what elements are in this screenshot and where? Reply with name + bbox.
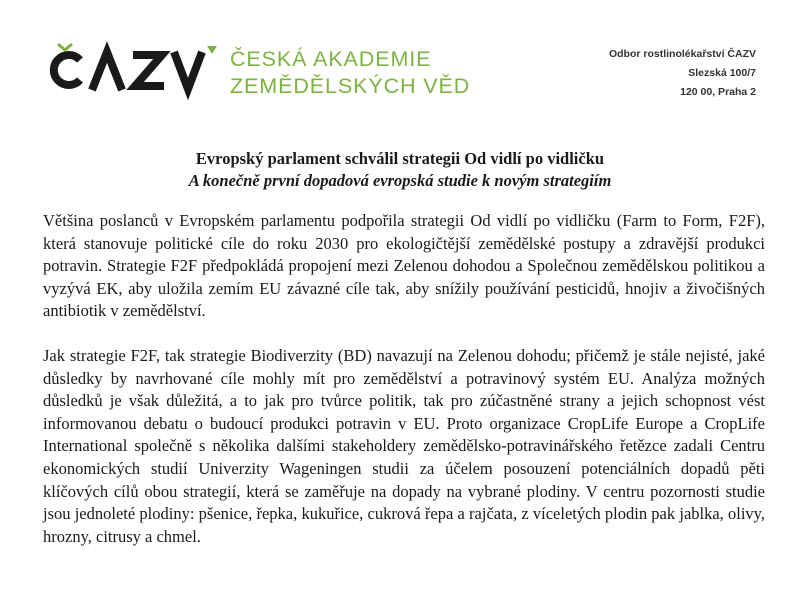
academy-line-1: ČESKÁ AKADEMIE (230, 47, 432, 71)
article-title: Evropský parlament schválil strategii Od vidlí po vidličku (195, 149, 605, 168)
cazv-logo (40, 40, 220, 100)
academy-line-2: ZEMĚDĚLSKÝCH VĚD (230, 74, 471, 98)
paragraph-2: Jak strategie F2F, tak strategie Biodiverzity (BD) navazují na Zelenou dohodu; přičemž je stále nejisté, jaké důsledky by navrhované cíle mohly mít pro zemědělství a potravinový systém EU. Analýza možných důsledků je však důležitá, a to jak pro tvůrce politik, tak pro zúčastněné strany a jejich schopnost vést informovanou debatu o budoucí produkci potravin v EU. Proto organizace CropLife Europe a CropLife International společně s několika dalšími stakeholdery zemědělsko-potravinářského řetězce zadali Centru ekonomických studií Univerzity Wageningen studii za účelem posouzení potenciálních dopadů pěti klíčových cílů obou strategií, která se zaměřuje na dopady na vybrané plodiny. V centru pozornosti studie jsou jednoleté plodiny: pšenice, řepka, kukuřice, cukrová řepa a rajčata, z víceletých plodin pak jablka, olivy, hrozny, citrusy a chmel. (43, 345, 765, 546)
cazv-logo-mark (40, 40, 220, 100)
address-block (609, 45, 756, 102)
paragraph-1: Většina poslanců v Evropském parlamentu podpořila strategii Od vidlí po vidličku (Farm to Form, F2F), která stanovuje politické cíle do roku 2030 pro ekologičtější zemědělské postupy a zdravější produkci potravin. Strategie F2F předpokládá propojení mezi Zelenou dohodou a Společnou zemědělskou politikou a vyzývá EK, aby uložila zemím EU závazné cíle tak, aby snížily používání pesticidů, hnojiv a živočišných antibiotik v zemědělství. (43, 211, 765, 321)
address-street: Slezská 100/7 (688, 67, 756, 79)
address-department: Odbor rostlinolékařství ČAZV (608, 48, 756, 60)
article-body (43, 210, 765, 570)
article-heading (0, 148, 800, 192)
address-city: 120 00, Praha 2 (680, 86, 756, 98)
academy-name (230, 46, 470, 100)
article-subtitle: A konečně první dopadová evropská studie k novým strategiím (188, 171, 612, 190)
